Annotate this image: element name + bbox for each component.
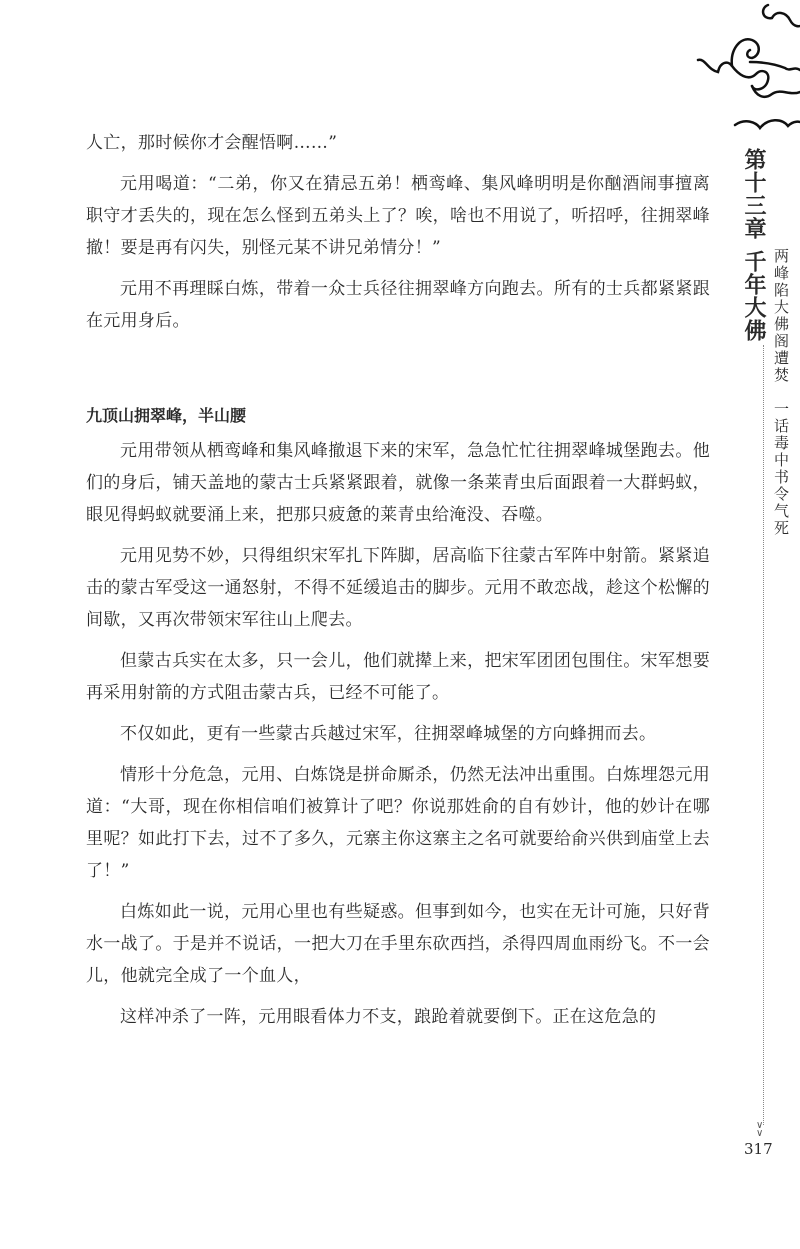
paragraph: 白炼如此一说，元用心里也有些疑惑。但事到如今，也实在无计可施，只好背水一战了。于是并不说话，一把大刀在手里东砍西挡，杀得四周血雨纷飞。不一会儿，他就完全成了一个血人， [86, 902, 710, 986]
dotted-divider [763, 345, 764, 1125]
paragraph: 人亡，那时候你才会醒悟啊……” [86, 133, 338, 153]
cloud-ornament-icon [690, 0, 800, 140]
chapter-subtitle: 两峰陷大佛阁遭焚 一话毒中书令气死 [772, 248, 790, 537]
paragraph: 元用见势不妙，只得组织宋军扎下阵脚，居高临下往蒙古军阵中射箭。紧紧追击的蒙古军受这一通怒射，不得不延缓追击的脚步。元用不敢恋战，趁这个松懈的间歇，又再次带领宋军往山上爬去。 [86, 546, 710, 630]
page-number: 317 [744, 1140, 773, 1158]
paragraph: 情形十分危急，元用、白炼饶是拼命厮杀，仍然无法冲出重围。白炼埋怨元用道：“大哥，现在你相信咱们被算计了吧？你说那姓俞的自有妙计，他的妙计在哪里呢？如此打下去，过不了多久，元寨主你这寨主之名可就要给俞兴供到庙堂上去了！” [86, 765, 710, 881]
section-heading: 九顶山拥翠峰，半山腰 [86, 406, 247, 425]
paragraph: 这样冲杀了一阵，元用眼看体力不支，踉跄着就要倒下。正在这危急的 [120, 1007, 657, 1027]
paragraph: 不仅如此，更有一些蒙古兵越过宋军，往拥翠峰城堡的方向蜂拥而去。 [120, 724, 657, 744]
body-text [86, 127, 710, 1042]
chevron-down-icon: ∨ ∨ [756, 1120, 764, 1139]
paragraph: 但蒙古兵实在太多，只一会儿，他们就撵上来，把宋军团团包围住。宋军想要再采用射箭的方式阻击蒙古兵，已经不可能了。 [86, 651, 710, 703]
paragraph: 元用带领从栖鸾峰和集风峰撤退下来的宋军，急急忙忙往拥翠峰城堡跑去。他们的身后，铺天盖地的蒙古士兵紧紧跟着，就像一条莱青虫后面跟着一大群蚂蚁，眼见得蚂蚁就要涌上来，把那只疲惫的莱青虫给淹没、吞噬。 [86, 441, 710, 525]
paragraph: 元用喝道：“二弟，你又在猜忌五弟！栖鸾峰、集风峰明明是你酗酒闹事擅离职守才丢失的，现在怎么怪到五弟头上了？唉，啥也不用说了，听招呼，往拥翠峰撤！要是再有闪失，别怪元某不讲兄弟情分！” [86, 174, 710, 258]
chapter-title: 千年大佛 [741, 250, 767, 342]
chapter-number: 第十三章 [741, 148, 767, 240]
paragraph: 元用不再理睬白炼，带着一众士兵径往拥翠峰方向跑去。所有的士兵都紧紧跟在元用身后。 [86, 279, 710, 331]
